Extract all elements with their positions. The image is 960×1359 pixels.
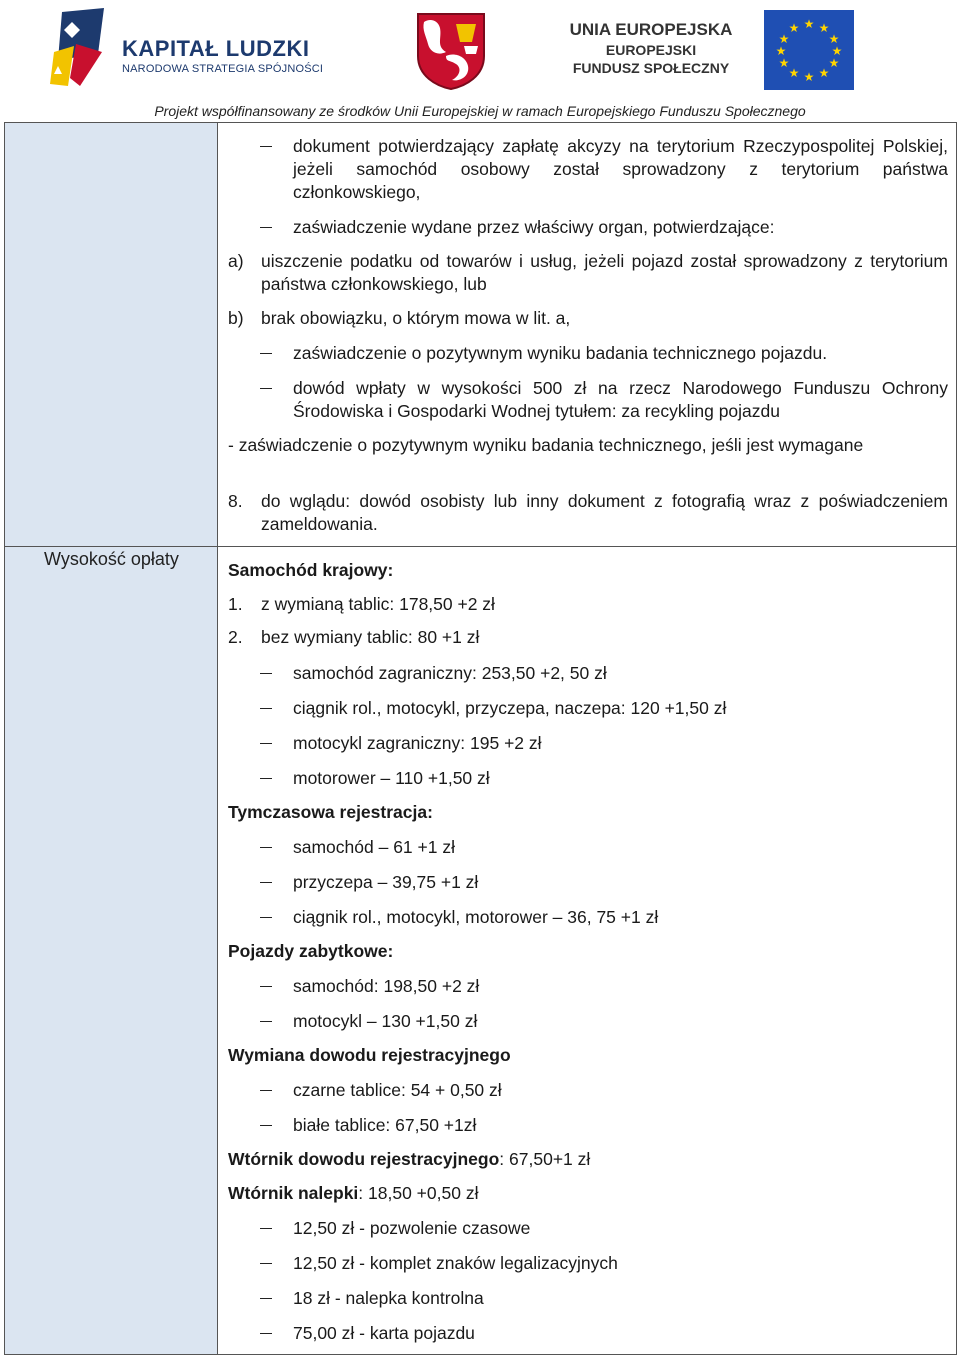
fee-amount-label: Wysokość opłaty <box>44 549 179 569</box>
kapital-ludzki-emblem-icon <box>50 8 112 88</box>
svg-text:★: ★ <box>775 44 787 58</box>
lettered-item-text: brak obowiązku, o którym mowa w lit. a, <box>261 308 571 328</box>
list-item-text: dokument potwierdzający zapłatę akcyzy na terytorium Rzeczypospolitej Polskiej, jeżeli samochód osobowy został sprowadzony z terytorium państwa członkowskiego, <box>293 136 948 202</box>
lettered-item-b <box>228 307 948 330</box>
dash-bullet-icon <box>260 388 272 389</box>
numbered-item-text: bez wymiany tablic: 80 +1 zł <box>261 627 480 647</box>
section-heading: Pojazdy zabytkowe: <box>228 941 394 961</box>
svg-text:★: ★ <box>818 66 830 80</box>
list-item <box>228 342 948 365</box>
list-item-text: samochód – 61 +1 zł <box>293 837 455 857</box>
dash-bullet-icon <box>260 917 272 918</box>
project-cofinancing-note: Projekt współfinansowany ze środków Unii Europejskiej w ramach Europejskiego Funduszu Społecznego <box>154 103 806 119</box>
eu-flag-icon <box>764 10 854 90</box>
list-item <box>228 1252 948 1275</box>
list-item-text: 18 zł - nalepka kontrolna <box>293 1288 484 1308</box>
list-item <box>228 767 948 790</box>
list-item <box>228 697 948 720</box>
list-item <box>228 377 948 423</box>
dash-bullet-icon <box>260 1298 272 1299</box>
dash-bullet-icon <box>260 708 272 709</box>
list-item <box>228 1322 948 1345</box>
svg-text:★: ★ <box>803 70 815 84</box>
fee-line-label: Wtórnik nalepki <box>228 1183 359 1203</box>
list-item <box>228 836 948 859</box>
paragraph: - zaświadczenie o pozytywnym wyniku badania technicznego, jeśli jest wymagane <box>228 435 864 455</box>
list-item <box>228 662 948 685</box>
eu-fund-logo <box>566 10 866 94</box>
numbered-item <box>228 626 948 649</box>
fee-line-label: Wtórnik dowodu rejestracyjnego <box>228 1149 500 1169</box>
dash-bullet-icon <box>260 986 272 987</box>
list-item-text: 12,50 zł - komplet znaków legalizacyjnych <box>293 1253 618 1273</box>
list-item <box>228 975 948 998</box>
list-item-text: zaświadczenie o pozytywnym wyniku badania technicznego pojazdu. <box>293 343 828 363</box>
section-heading: Wymiana dowodu rejestracyjnego <box>228 1045 511 1065</box>
item-marker: 1. <box>228 594 243 614</box>
lettered-item-a <box>228 250 948 296</box>
dash-bullet-icon <box>260 353 272 354</box>
list-item-text: zaświadczenie wydane przez właściwy organ, potwierdzające: <box>293 217 775 237</box>
svg-text:★: ★ <box>778 32 790 46</box>
kapital-ludzki-subtitle: NARODOWA STRATEGIA SPÓJNOŚCI <box>122 63 324 75</box>
list-item-text: czarne tablice: 54 + 0,50 zł <box>293 1080 502 1100</box>
list-item-text: samochód zagraniczny: 253,50 +2, 50 zł <box>293 663 607 683</box>
fees-table <box>4 122 957 1355</box>
list-item <box>228 732 948 755</box>
fee-line-value: : 67,50+1 zł <box>499 1149 591 1169</box>
list-item-text: 12,50 zł - pozwolenie czasowe <box>293 1218 531 1238</box>
list-item <box>228 1010 948 1033</box>
svg-text:★: ★ <box>803 17 815 31</box>
dash-bullet-icon <box>260 1021 272 1022</box>
item-marker: b) <box>228 308 244 328</box>
row-divider <box>5 546 956 547</box>
list-item-text: białe tablice: 67,50 +1zł <box>293 1115 477 1135</box>
list-item <box>228 1217 948 1240</box>
dash-bullet-icon <box>260 778 272 779</box>
list-item-text: 75,00 zł - karta pojazdu <box>293 1323 475 1343</box>
fee-line-value: : 18,50 +0,50 zł <box>358 1183 479 1203</box>
dash-bullet-icon <box>260 882 272 883</box>
list-item <box>228 135 948 204</box>
item-marker: a) <box>228 251 244 271</box>
svg-text:★: ★ <box>828 32 840 46</box>
svg-text:★: ★ <box>818 21 830 35</box>
item-marker: 8. <box>228 491 243 511</box>
svg-text:★: ★ <box>788 21 800 35</box>
list-item-text: motorower – 110 +1,50 zł <box>293 768 490 788</box>
section-heading: Samochód krajowy: <box>228 560 394 580</box>
section-heading: Tymczasowa rejestracja: <box>228 802 433 822</box>
dash-bullet-icon <box>260 743 272 744</box>
list-item-text: przyczepa – 39,75 +1 zł <box>293 872 479 892</box>
lettered-item-text: uiszczenie podatku od towarów i usług, jeżeli pojazd został sprowadzony z terytorium państwa członkowskiego, lub <box>261 251 948 294</box>
list-item <box>228 1079 948 1102</box>
ue-line-1: UNIA EUROPEJSKA <box>569 20 733 39</box>
fee-line <box>228 1182 948 1205</box>
dash-bullet-icon <box>260 227 272 228</box>
list-item <box>228 871 948 894</box>
dash-bullet-icon <box>260 1263 272 1264</box>
list-item-text: ciągnik rol., motocykl, motorower – 36, 75 +1 zł <box>293 907 659 927</box>
list-item <box>228 216 948 239</box>
list-item-text: motocykl zagraniczny: 195 +2 zł <box>293 733 542 753</box>
numbered-item-text: do wglądu: dowód osobisty lub inny dokument z fotografią wraz z poświadczeniem zameldowania. <box>261 491 948 534</box>
svg-text:★: ★ <box>788 66 800 80</box>
dash-bullet-icon <box>260 1333 272 1334</box>
dash-bullet-icon <box>260 146 272 147</box>
dash-bullet-icon <box>260 1228 272 1229</box>
list-item-text: samochód: 198,50 +2 zł <box>293 976 480 996</box>
dash-bullet-icon <box>260 847 272 848</box>
list-item-text: ciągnik rol., motocykl, przyczepa, naczepa: 120 +1,50 zł <box>293 698 727 718</box>
dash-bullet-icon <box>260 1125 272 1126</box>
list-item-text: dowód wpłaty w wysokości 500 zł na rzecz Narodowego Funduszu Ochrony Środowiska i Gospodarki Wodnej tytułem: za recykling pojazdu <box>293 378 948 421</box>
fee-line <box>228 1148 948 1171</box>
page-header <box>0 0 960 122</box>
kapital-ludzki-title: KAPITAŁ LUDZKI <box>122 36 310 61</box>
dash-bullet-icon <box>260 1090 272 1091</box>
list-item <box>228 1114 948 1137</box>
kapital-ludzki-logo <box>50 8 324 94</box>
numbered-item-text: z wymianą tablic: 178,50 +2 zł <box>261 594 495 614</box>
table-left-column <box>5 123 218 1354</box>
voivodeship-crest-icon <box>416 12 486 90</box>
numbered-item <box>228 490 948 536</box>
list-item-text: motocykl – 130 +1,50 zł <box>293 1011 478 1031</box>
svg-text:★: ★ <box>831 44 843 58</box>
ue-line-3: FUNDUSZ SPOŁECZNY <box>572 60 730 76</box>
dash-bullet-icon <box>260 673 272 674</box>
ue-line-2: EUROPEJSKI <box>605 42 697 58</box>
list-item <box>228 906 948 929</box>
numbered-item <box>228 593 948 616</box>
list-item <box>228 1287 948 1310</box>
svg-text:★: ★ <box>778 56 790 70</box>
item-marker: 2. <box>228 627 243 647</box>
svg-text:★: ★ <box>828 56 840 70</box>
